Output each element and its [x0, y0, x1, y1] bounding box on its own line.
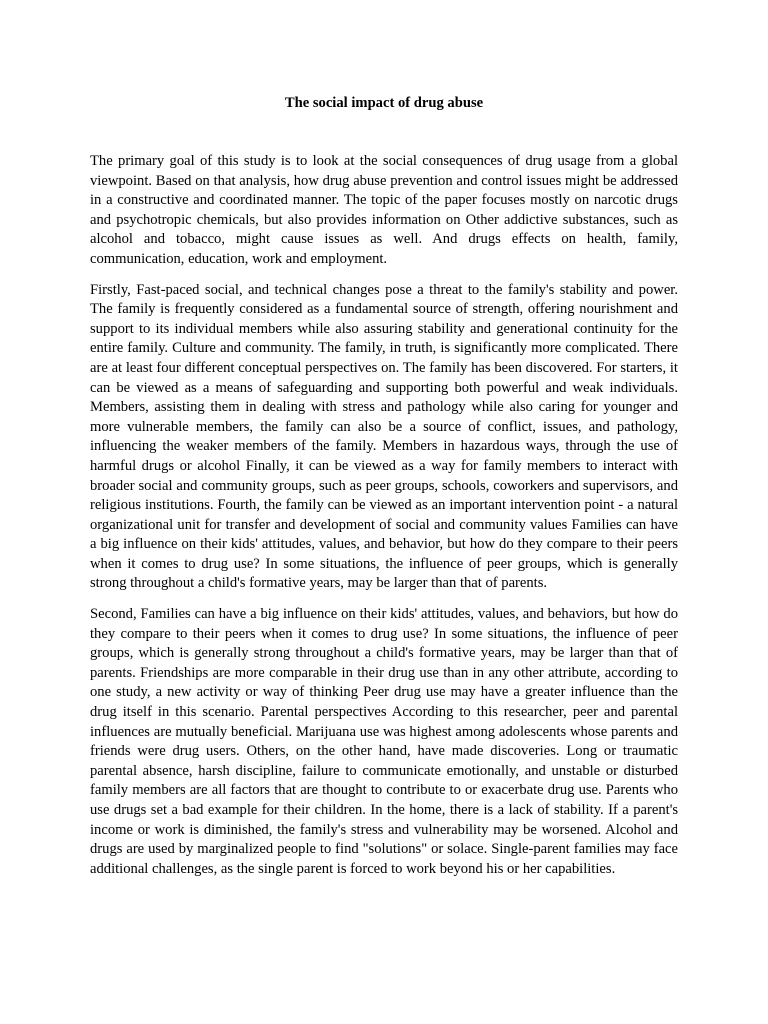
- body-paragraph-2: Firstly, Fast-paced social, and technical changes pose a threat to the family's stability and power. The family is frequently considered as a fundamental source of strength, offering nourishment and support to its individual members while also assuring stability and generational continuity for the entire family. Culture and community. The family, in truth, is significantly more complicated. There are at least four different conceptual perspectives on. The family has been discovered. For starters, it can be viewed as a means of safeguarding and supporting both powerful and weak individuals. Members, assisting them in dealing with stress and pathology while also caring for younger and more vulnerable members, the family can also be a source of conflict, issues, and pathology, influencing the weaker members of the family. Members in hazardous ways, through the use of harmful drugs or alcohol Finally, it can be viewed as a way for family members to interact with broader social and community groups, such as peer groups, schools, coworkers and supervisors, and religious institutions. Fourth, the family can be viewed as an important intervention point - a natural organizational unit for transfer and development of social and community values Families can have a big influence on their kids' attitudes, values, and behavior, but how do they compare to their peers when it comes to drug use? In some situations, the influence of peer groups, which is generally strong throughout a child's formative years, may be larger than that of parents.: [90, 281, 678, 592]
- body-paragraph-3: Second, Families can have a big influence on their kids' attitudes, values, and behaviors, but how do they compare to their peers when it comes to drug use? In some situations, the influence of peer groups, which is generally strong throughout a child's formative years, may be larger than that of parents. Friendships are more comparable in their drug use than in any other attribute, according to one study, a new activity or way of thinking Peer drug use may have a greater influence than the drug itself in this scenario. Parental perspectives According to this researcher, peer and parental influences are mutually beneficial. Marijuana use was highest among adolescents whose parents and friends were drug users. Others, on the other hand, have made discoveries. Long or traumatic parental absence, harsh discipline, failure to communicate emotionally, and unstable or disturbed family members are all factors that are thought to contribute to or exacerbate drug use. Parents who use drugs set a bad example for their children. In the home, there is a lack of stability. If a parent's income or work is diminished, the family's stress and vulnerability may be worsened. Alcohol and drugs are used by marginalized people to find "solutions" or solace. Single-parent families may face additional challenges, as the single parent is forced to work beyond his or her capabilities.: [90, 606, 678, 877]
- body-paragraph-1: The primary goal of this study is to look at the social consequences of drug usage from a global viewpoint. Based on that analysis, how drug abuse prevention and control issues might be addressed in a constructive and coordinated manner. The topic of the paper focuses mostly on narcotic drugs and psychotropic chemicals, but also provides information on Other addictive substances, such as alcohol and tobacco, might cause issues as well. And drugs effects on health, family, communication, education, work and employment.: [90, 153, 678, 267]
- document-body: [90, 152, 678, 890]
- document-title: The social impact of drug abuse: [284, 95, 484, 111]
